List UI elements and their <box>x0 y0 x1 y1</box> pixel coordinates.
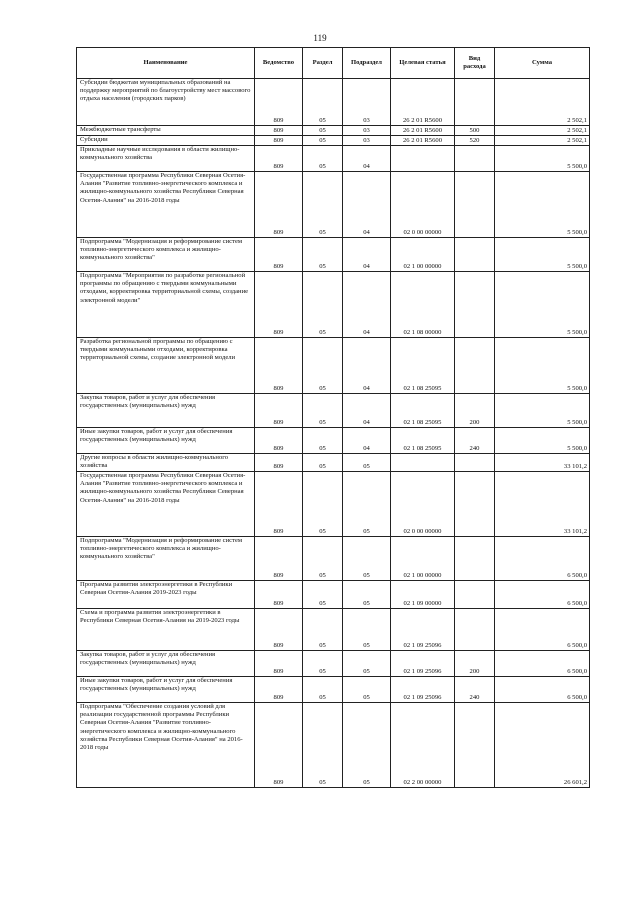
table-row <box>77 79 590 126</box>
table-row <box>77 428 590 454</box>
row-summa: 2 502,1 <box>495 126 590 136</box>
row-summa: 6 500,0 <box>495 581 590 609</box>
row-name: Субсидии бюджетам муниципальных образований на поддержку мероприятий по благоустройству мест массового отдыха населения (городских парков) <box>77 79 255 126</box>
row-summa: 26 601,2 <box>495 703 590 788</box>
table-body <box>77 79 590 788</box>
row-razdel: 05 <box>303 703 343 788</box>
row-name: Межбюджетные трансферты <box>77 126 255 136</box>
row-razdel: 05 <box>303 126 343 136</box>
row-celevaya-statya: 02 1 00 00000 <box>391 238 455 272</box>
table-row <box>77 651 590 677</box>
row-podrazdel: 05 <box>343 703 391 788</box>
table-row <box>77 238 590 272</box>
row-vid-raskhoda <box>455 79 495 126</box>
row-razdel: 05 <box>303 146 343 172</box>
row-vid-raskhoda: 200 <box>455 651 495 677</box>
row-vid-raskhoda: 240 <box>455 428 495 454</box>
table-row <box>77 537 590 581</box>
row-summa: 6 500,0 <box>495 609 590 651</box>
row-name: Прикладные научные исследования в области жилищно-коммунального хозяйства <box>77 146 255 172</box>
row-summa: 5 500,0 <box>495 428 590 454</box>
row-vedomstvo: 809 <box>255 79 303 126</box>
row-name: Разработка региональной программы по обращению с твердыми коммунальными отходами, корректировка территориальной схемы, создание электронной модели <box>77 338 255 394</box>
row-name: Закупка товаров, работ и услуг для обеспечения государственных (муниципальных) нужд <box>77 651 255 677</box>
row-vid-raskhoda: 520 <box>455 136 495 146</box>
row-vedomstvo: 809 <box>255 651 303 677</box>
row-podrazdel: 05 <box>343 609 391 651</box>
header-podrazdel: Подраздел <box>343 48 391 79</box>
row-celevaya-statya: 02 1 09 25096 <box>391 677 455 703</box>
row-podrazdel: 04 <box>343 272 391 338</box>
row-vid-raskhoda: 200 <box>455 394 495 428</box>
row-vedomstvo: 809 <box>255 146 303 172</box>
table-row <box>77 472 590 537</box>
table-row <box>77 338 590 394</box>
row-razdel: 05 <box>303 238 343 272</box>
budget-table <box>76 47 590 788</box>
table-row <box>77 677 590 703</box>
row-podrazdel: 04 <box>343 428 391 454</box>
row-podrazdel: 03 <box>343 136 391 146</box>
table-row <box>77 454 590 472</box>
row-podrazdel: 05 <box>343 651 391 677</box>
table-row <box>77 126 590 136</box>
row-summa: 5 500,0 <box>495 338 590 394</box>
header-celevaya-statya: Целевая статья <box>391 48 455 79</box>
row-vid-raskhoda <box>455 609 495 651</box>
row-celevaya-statya <box>391 454 455 472</box>
row-vedomstvo: 809 <box>255 428 303 454</box>
row-celevaya-statya: 02 0 00 00000 <box>391 172 455 238</box>
table-row <box>77 394 590 428</box>
row-razdel: 05 <box>303 581 343 609</box>
row-name: Схема и программа развития электроэнергетики в Республики Северная Осетия-Алания на 2019-2023 годы <box>77 609 255 651</box>
row-vid-raskhoda: 500 <box>455 126 495 136</box>
row-celevaya-statya: 02 1 09 00000 <box>391 581 455 609</box>
row-razdel: 05 <box>303 272 343 338</box>
row-vid-raskhoda <box>455 581 495 609</box>
row-vedomstvo: 809 <box>255 454 303 472</box>
row-summa: 33 101,2 <box>495 472 590 537</box>
row-name: Иные закупки товаров, работ и услуг для обеспечения государственных (муниципальных) нужд <box>77 677 255 703</box>
row-razdel: 05 <box>303 428 343 454</box>
row-razdel: 05 <box>303 79 343 126</box>
table-header-row <box>77 48 590 79</box>
table-row <box>77 136 590 146</box>
row-celevaya-statya: 26 2 01 R5600 <box>391 126 455 136</box>
row-podrazdel: 04 <box>343 238 391 272</box>
row-vid-raskhoda <box>455 472 495 537</box>
row-celevaya-statya: 02 1 08 25095 <box>391 338 455 394</box>
row-vedomstvo: 809 <box>255 609 303 651</box>
row-razdel: 05 <box>303 172 343 238</box>
row-podrazdel: 04 <box>343 146 391 172</box>
row-vid-raskhoda <box>455 703 495 788</box>
row-razdel: 05 <box>303 651 343 677</box>
row-podrazdel: 05 <box>343 677 391 703</box>
row-podrazdel: 05 <box>343 537 391 581</box>
row-vedomstvo: 809 <box>255 136 303 146</box>
row-summa: 6 500,0 <box>495 651 590 677</box>
row-razdel: 05 <box>303 609 343 651</box>
row-summa: 33 101,2 <box>495 454 590 472</box>
header-name: Наименование <box>77 48 255 79</box>
row-summa: 5 500,0 <box>495 394 590 428</box>
row-summa: 6 500,0 <box>495 537 590 581</box>
row-podrazdel: 04 <box>343 338 391 394</box>
row-name: Иные закупки товаров, работ и услуг для обеспечения государственных (муниципальных) нужд <box>77 428 255 454</box>
row-celevaya-statya: 02 1 09 25096 <box>391 609 455 651</box>
row-celevaya-statya: 26 2 01 R5600 <box>391 136 455 146</box>
row-summa: 5 500,0 <box>495 272 590 338</box>
row-celevaya-statya: 02 1 00 00000 <box>391 537 455 581</box>
row-razdel: 05 <box>303 677 343 703</box>
row-vid-raskhoda <box>455 146 495 172</box>
table-row <box>77 272 590 338</box>
row-razdel: 05 <box>303 454 343 472</box>
row-vedomstvo: 809 <box>255 338 303 394</box>
header-summa: Сумма <box>495 48 590 79</box>
page-number: 119 <box>313 33 327 43</box>
row-summa: 5 500,0 <box>495 146 590 172</box>
table-row <box>77 172 590 238</box>
header-razdel: Раздел <box>303 48 343 79</box>
row-vedomstvo: 809 <box>255 537 303 581</box>
row-name: Закупка товаров, работ и услуг для обеспечения государственных (муниципальных) нужд <box>77 394 255 428</box>
row-summa: 5 500,0 <box>495 238 590 272</box>
row-name: Программа развития электроэнергетики в Республики Северная Осетия-Алания 2019-2023 годы <box>77 581 255 609</box>
row-name: Государственная программа Республики Северная Осетия-Алания "Развитие топливно-энергетического комплекса и жилищно-коммунального хозяйства Республики Северная Осетия-Алания" на 2016-2018 годы <box>77 472 255 537</box>
row-vedomstvo: 809 <box>255 238 303 272</box>
row-vid-raskhoda <box>455 172 495 238</box>
row-name: Подпрограмма "Обеспечение создания условий для реализации государственной программы Республики Северная Осетия-Алания "Развитие топливно-энергетического комплекса и жилищно-коммунального хозяйства Республики Северная Осетия-Алания" на 2016-2018 годы <box>77 703 255 788</box>
row-vedomstvo: 809 <box>255 472 303 537</box>
row-razdel: 05 <box>303 472 343 537</box>
row-podrazdel: 05 <box>343 472 391 537</box>
header-vedomstvo: Ведомство <box>255 48 303 79</box>
row-podrazdel: 05 <box>343 454 391 472</box>
row-vid-raskhoda: 240 <box>455 677 495 703</box>
table-row <box>77 146 590 172</box>
table-row <box>77 609 590 651</box>
row-name: Государственная программа Республики Северная Осетия-Алания "Развитие топливно-энергетического комплекса и жилищно-коммунального хозяйства Республики Северная Осетия-Алания" на 2016-2018 годы <box>77 172 255 238</box>
row-summa: 2 502,1 <box>495 79 590 126</box>
row-vedomstvo: 809 <box>255 703 303 788</box>
table-row <box>77 703 590 788</box>
row-vedomstvo: 809 <box>255 126 303 136</box>
row-summa: 2 502,1 <box>495 136 590 146</box>
row-podrazdel: 04 <box>343 172 391 238</box>
row-vid-raskhoda <box>455 272 495 338</box>
row-summa: 5 500,0 <box>495 172 590 238</box>
row-vedomstvo: 809 <box>255 172 303 238</box>
row-vid-raskhoda <box>455 454 495 472</box>
row-summa: 6 500,0 <box>495 677 590 703</box>
row-name: Субсидии <box>77 136 255 146</box>
row-celevaya-statya: 02 0 00 00000 <box>391 472 455 537</box>
table-row <box>77 581 590 609</box>
row-vedomstvo: 809 <box>255 677 303 703</box>
row-podrazdel: 04 <box>343 394 391 428</box>
row-celevaya-statya <box>391 146 455 172</box>
row-name: Другие вопросы в области жилищно-коммунального хозяйства <box>77 454 255 472</box>
row-name: Подпрограмма "Мероприятия по разработке региональной программы по обращению с твердыми коммунальными отходами, корректировка территориальной схемы, создание электронной модели" <box>77 272 255 338</box>
row-razdel: 05 <box>303 136 343 146</box>
row-celevaya-statya: 02 1 08 00000 <box>391 272 455 338</box>
row-razdel: 05 <box>303 394 343 428</box>
row-celevaya-statya: 02 1 09 25096 <box>391 651 455 677</box>
row-razdel: 05 <box>303 338 343 394</box>
row-vid-raskhoda <box>455 238 495 272</box>
row-celevaya-statya: 02 1 08 25095 <box>391 394 455 428</box>
row-razdel: 05 <box>303 537 343 581</box>
row-podrazdel: 05 <box>343 581 391 609</box>
row-celevaya-statya: 26 2 01 R5600 <box>391 79 455 126</box>
row-vid-raskhoda <box>455 537 495 581</box>
row-podrazdel: 03 <box>343 79 391 126</box>
row-podrazdel: 03 <box>343 126 391 136</box>
row-vedomstvo: 809 <box>255 394 303 428</box>
row-celevaya-statya: 02 2 00 00000 <box>391 703 455 788</box>
row-celevaya-statya: 02 1 08 25095 <box>391 428 455 454</box>
header-vid-raskhoda: Вид расхода <box>455 48 495 79</box>
row-vedomstvo: 809 <box>255 272 303 338</box>
row-name: Подпрограмма "Модернизация и реформирование систем топливно-энергетического комплекса и жилищно-коммунального хозяйства" <box>77 238 255 272</box>
row-vedomstvo: 809 <box>255 581 303 609</box>
row-vid-raskhoda <box>455 338 495 394</box>
row-name: Подпрограмма "Модернизация и реформирование систем топливно-энергетического комплекса и жилищно-коммунального хозяйства" <box>77 537 255 581</box>
